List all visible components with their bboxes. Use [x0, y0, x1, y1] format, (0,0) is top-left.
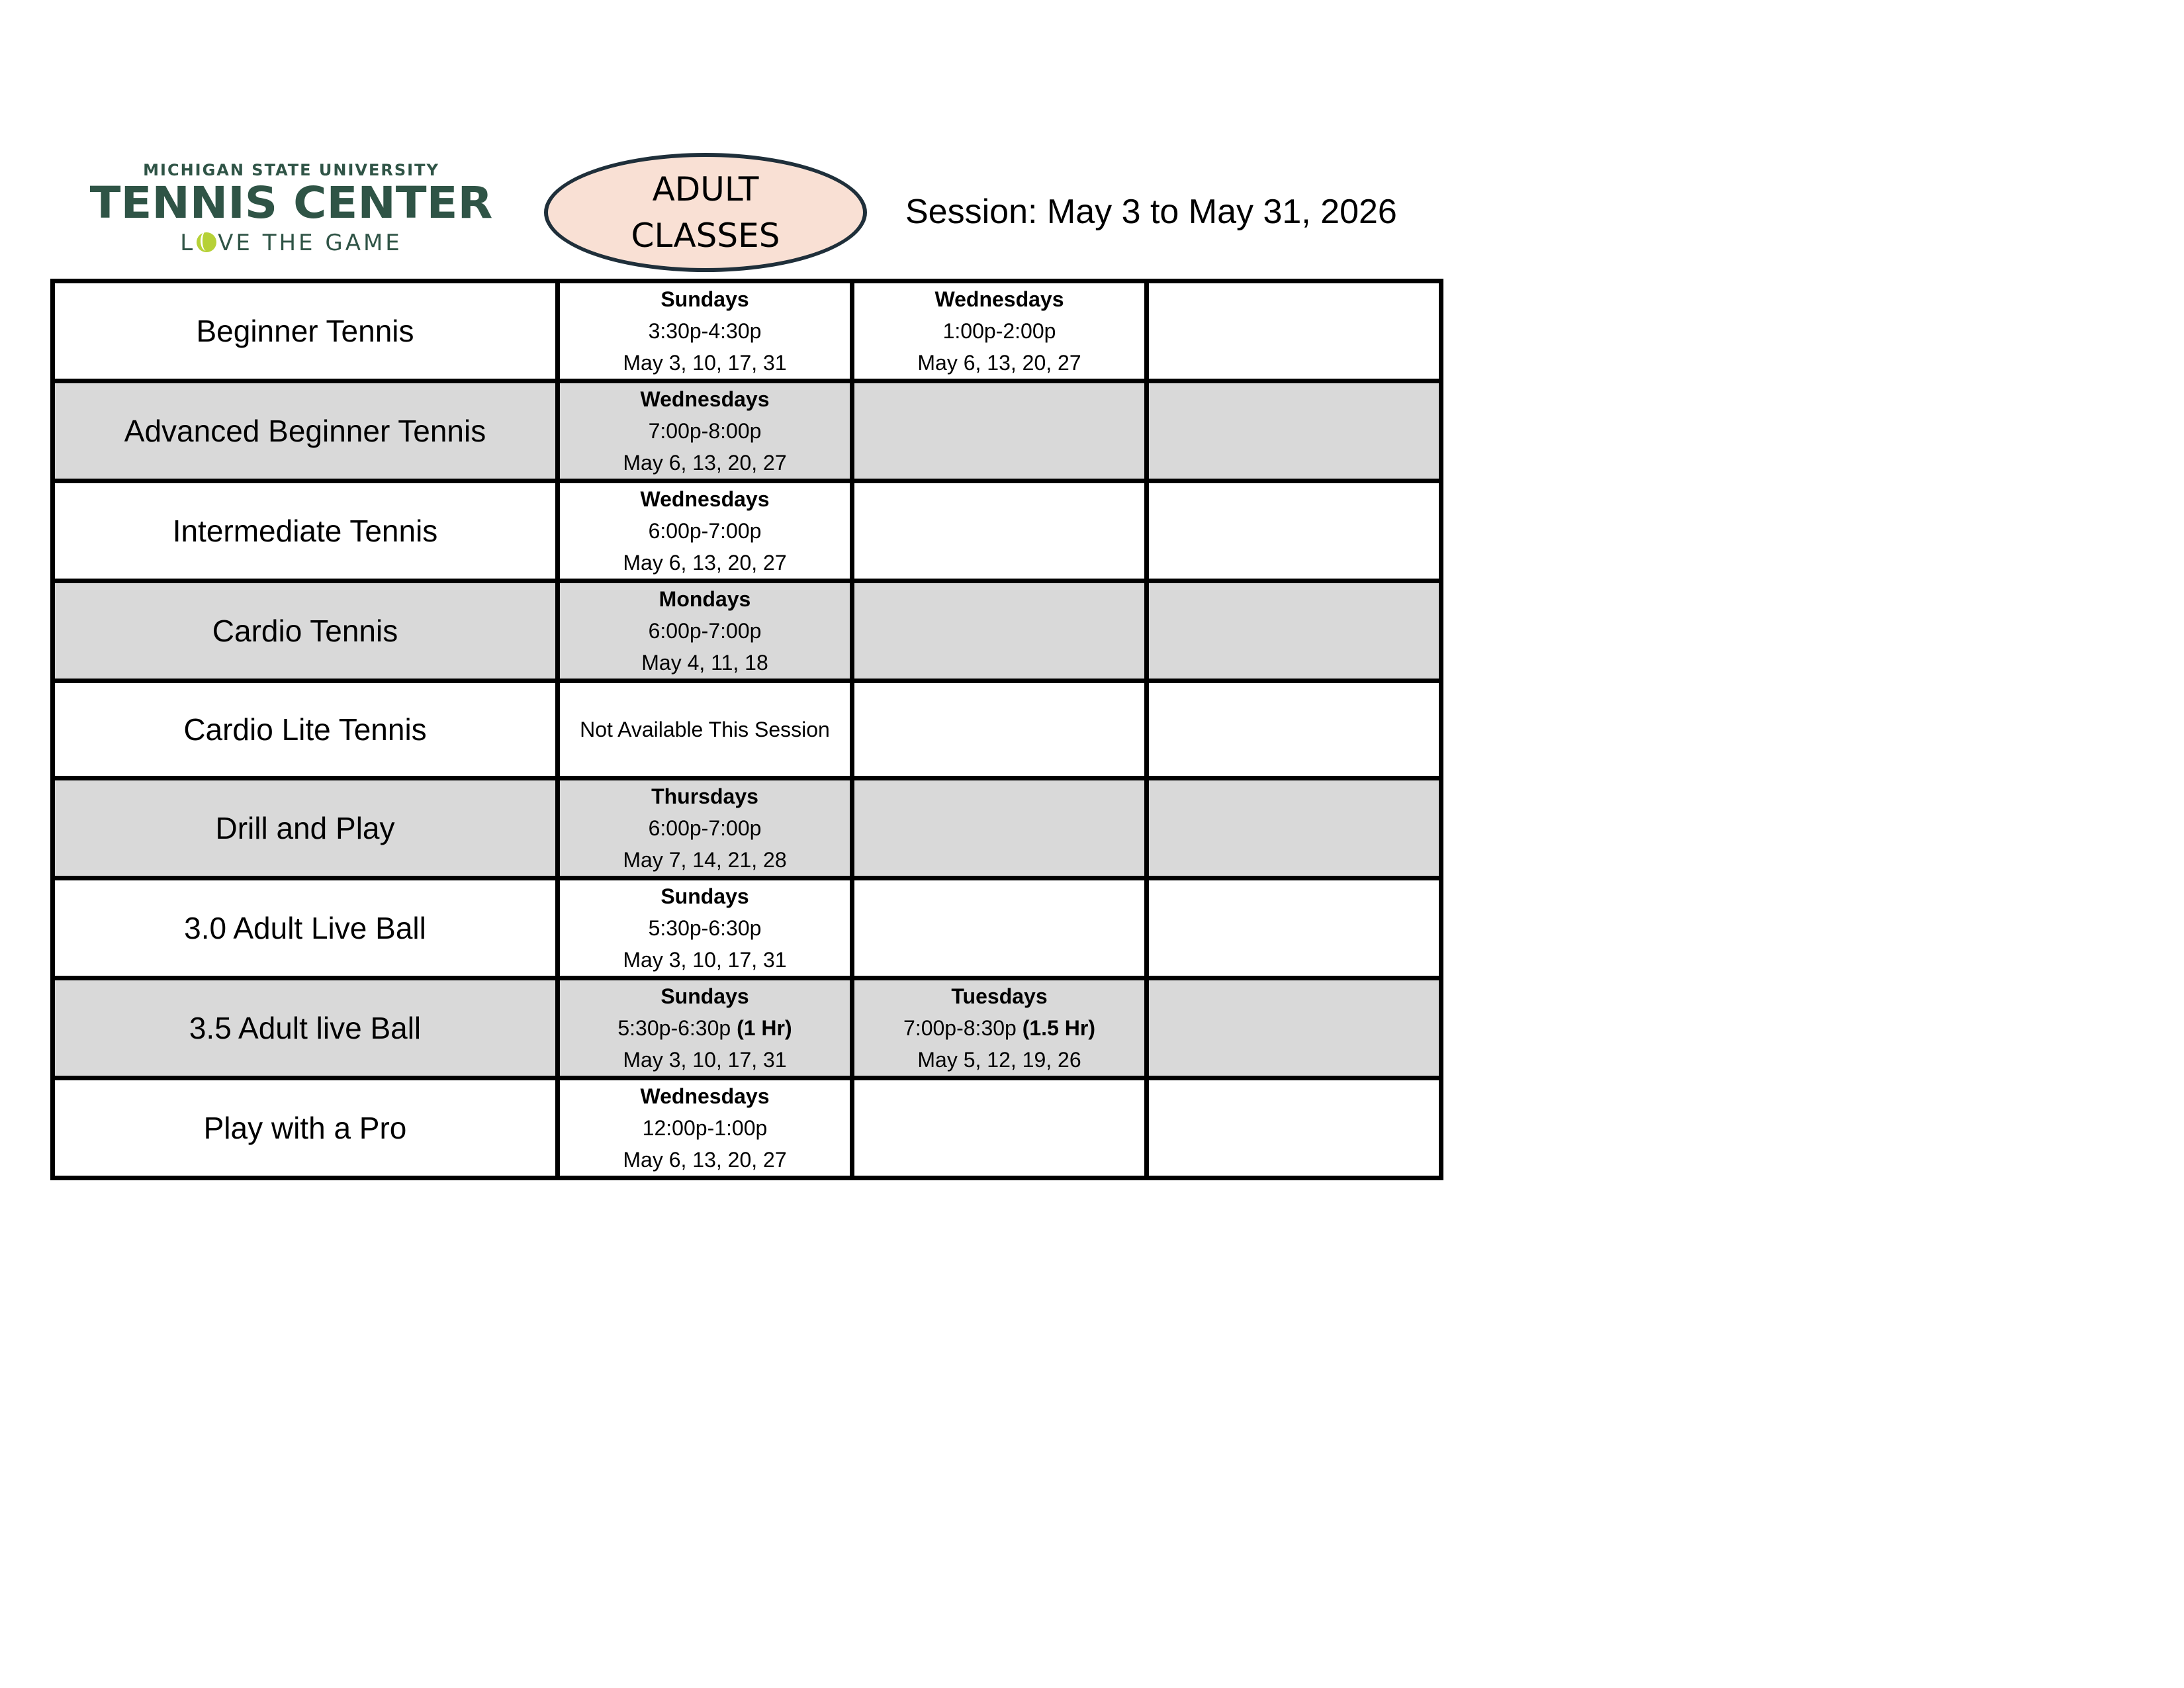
- slot-dates: May 6, 13, 20, 27: [623, 551, 787, 575]
- slot-day: Sundays: [660, 984, 749, 1008]
- empty-cell: [852, 1078, 1147, 1178]
- slot-dates: May 3, 10, 17, 31: [623, 948, 787, 972]
- slot-time: 7:00p-8:00p: [648, 419, 762, 443]
- logo-title: TENNIS CENTER: [89, 177, 493, 228]
- slot-day: Tuesdays: [951, 984, 1048, 1008]
- table-row: [53, 1078, 1441, 1178]
- class-schedule-table: [50, 279, 1443, 1180]
- slot-time: 6:00p-7:00p: [648, 619, 762, 643]
- tennis-ball-icon: [197, 232, 216, 252]
- slot-day: Thursdays: [651, 784, 758, 808]
- class-name-cell: Cardio Lite Tennis: [53, 681, 558, 778]
- schedule-slot-cell: [558, 878, 852, 978]
- table-row: [53, 381, 1441, 481]
- slot-time: 6:00p-7:00p: [648, 519, 762, 543]
- availability-note: Not Available This Session: [580, 718, 830, 741]
- tennis-center-logo: [89, 161, 493, 260]
- class-name-cell: Play with a Pro: [53, 1078, 558, 1178]
- slot-time: 6:00p-7:00p: [648, 816, 762, 840]
- class-name-cell: 3.0 Adult Live Ball: [53, 878, 558, 978]
- empty-cell: [1147, 581, 1441, 681]
- table-row: [53, 681, 1441, 778]
- adult-classes-badge: [544, 153, 867, 272]
- empty-cell: [852, 878, 1147, 978]
- logo-university-name: MICHIGAN STATE UNIVERSITY: [143, 161, 439, 179]
- slot-dates: May 7, 14, 21, 28: [623, 848, 787, 872]
- logo-tagline: L VE THE GAME: [180, 230, 402, 256]
- empty-cell: [1147, 778, 1441, 878]
- slot-time: 5:30p-6:30p: [648, 916, 762, 940]
- slot-time: 12:00p-1:00p: [642, 1116, 768, 1140]
- slot-time: 7:00p-8:30p (1.5 Hr): [903, 1016, 1095, 1040]
- table-row: [53, 481, 1441, 581]
- badge-line-1: ADULT: [652, 170, 759, 209]
- slot-dates: May 3, 10, 17, 31: [623, 1048, 787, 1072]
- schedule-slot-cell: [852, 978, 1147, 1078]
- table-row: [53, 281, 1441, 381]
- schedule-slot-cell: [558, 581, 852, 681]
- slot-dates: May 5, 12, 19, 26: [917, 1048, 1081, 1072]
- empty-cell: [1147, 281, 1441, 381]
- table-row: [53, 581, 1441, 681]
- empty-cell: [1147, 381, 1441, 481]
- class-name-cell: Cardio Tennis: [53, 581, 558, 681]
- class-name-cell: Advanced Beginner Tennis: [53, 381, 558, 481]
- session-dates: Session: May 3 to May 31, 2026: [905, 193, 1397, 231]
- slot-dates: May 6, 13, 20, 27: [917, 351, 1081, 375]
- slot-time: 1:00p-2:00p: [942, 319, 1056, 343]
- availability-note-cell: [558, 681, 852, 778]
- empty-cell: [852, 778, 1147, 878]
- empty-cell: [852, 381, 1147, 481]
- empty-cell: [852, 681, 1147, 778]
- slot-day: Mondays: [659, 587, 751, 611]
- table-row: [53, 878, 1441, 978]
- slot-day: Wednesdays: [640, 1084, 770, 1108]
- slot-day: Wednesdays: [640, 487, 770, 511]
- class-name-cell: 3.5 Adult live Ball: [53, 978, 558, 1078]
- empty-cell: [1147, 481, 1441, 581]
- class-name-cell: Beginner Tennis: [53, 281, 558, 381]
- schedule-slot-cell: [558, 778, 852, 878]
- class-name-cell: Drill and Play: [53, 778, 558, 878]
- slot-day: Wednesdays: [934, 287, 1064, 311]
- table-row: [53, 978, 1441, 1078]
- schedule-slot-cell: [558, 281, 852, 381]
- slot-dates: May 6, 13, 20, 27: [623, 1148, 787, 1172]
- schedule-slot-cell: [558, 381, 852, 481]
- empty-cell: [1147, 978, 1441, 1078]
- empty-cell: [1147, 681, 1441, 778]
- empty-cell: [852, 481, 1147, 581]
- slot-day: Sundays: [660, 884, 749, 908]
- empty-cell: [1147, 878, 1441, 978]
- slot-time: 3:30p-4:30p: [648, 319, 762, 343]
- slot-dates: May 3, 10, 17, 31: [623, 351, 787, 375]
- empty-cell: [1147, 1078, 1441, 1178]
- empty-cell: [852, 581, 1147, 681]
- badge-line-2: CLASSES: [631, 216, 780, 255]
- slot-duration: (1.5 Hr): [1022, 1016, 1095, 1040]
- slot-dates: May 4, 11, 18: [641, 651, 768, 675]
- slot-time: 5:30p-6:30p (1 Hr): [617, 1016, 792, 1040]
- schedule-slot-cell: [558, 978, 852, 1078]
- schedule-slot-cell: [558, 481, 852, 581]
- class-name-cell: Intermediate Tennis: [53, 481, 558, 581]
- slot-day: Sundays: [660, 287, 749, 311]
- table-row: [53, 778, 1441, 878]
- schedule-slot-cell: [558, 1078, 852, 1178]
- schedule-slot-cell: [852, 281, 1147, 381]
- slot-day: Wednesdays: [640, 387, 770, 411]
- slot-dates: May 6, 13, 20, 27: [623, 451, 787, 475]
- slot-duration: (1 Hr): [737, 1016, 792, 1040]
